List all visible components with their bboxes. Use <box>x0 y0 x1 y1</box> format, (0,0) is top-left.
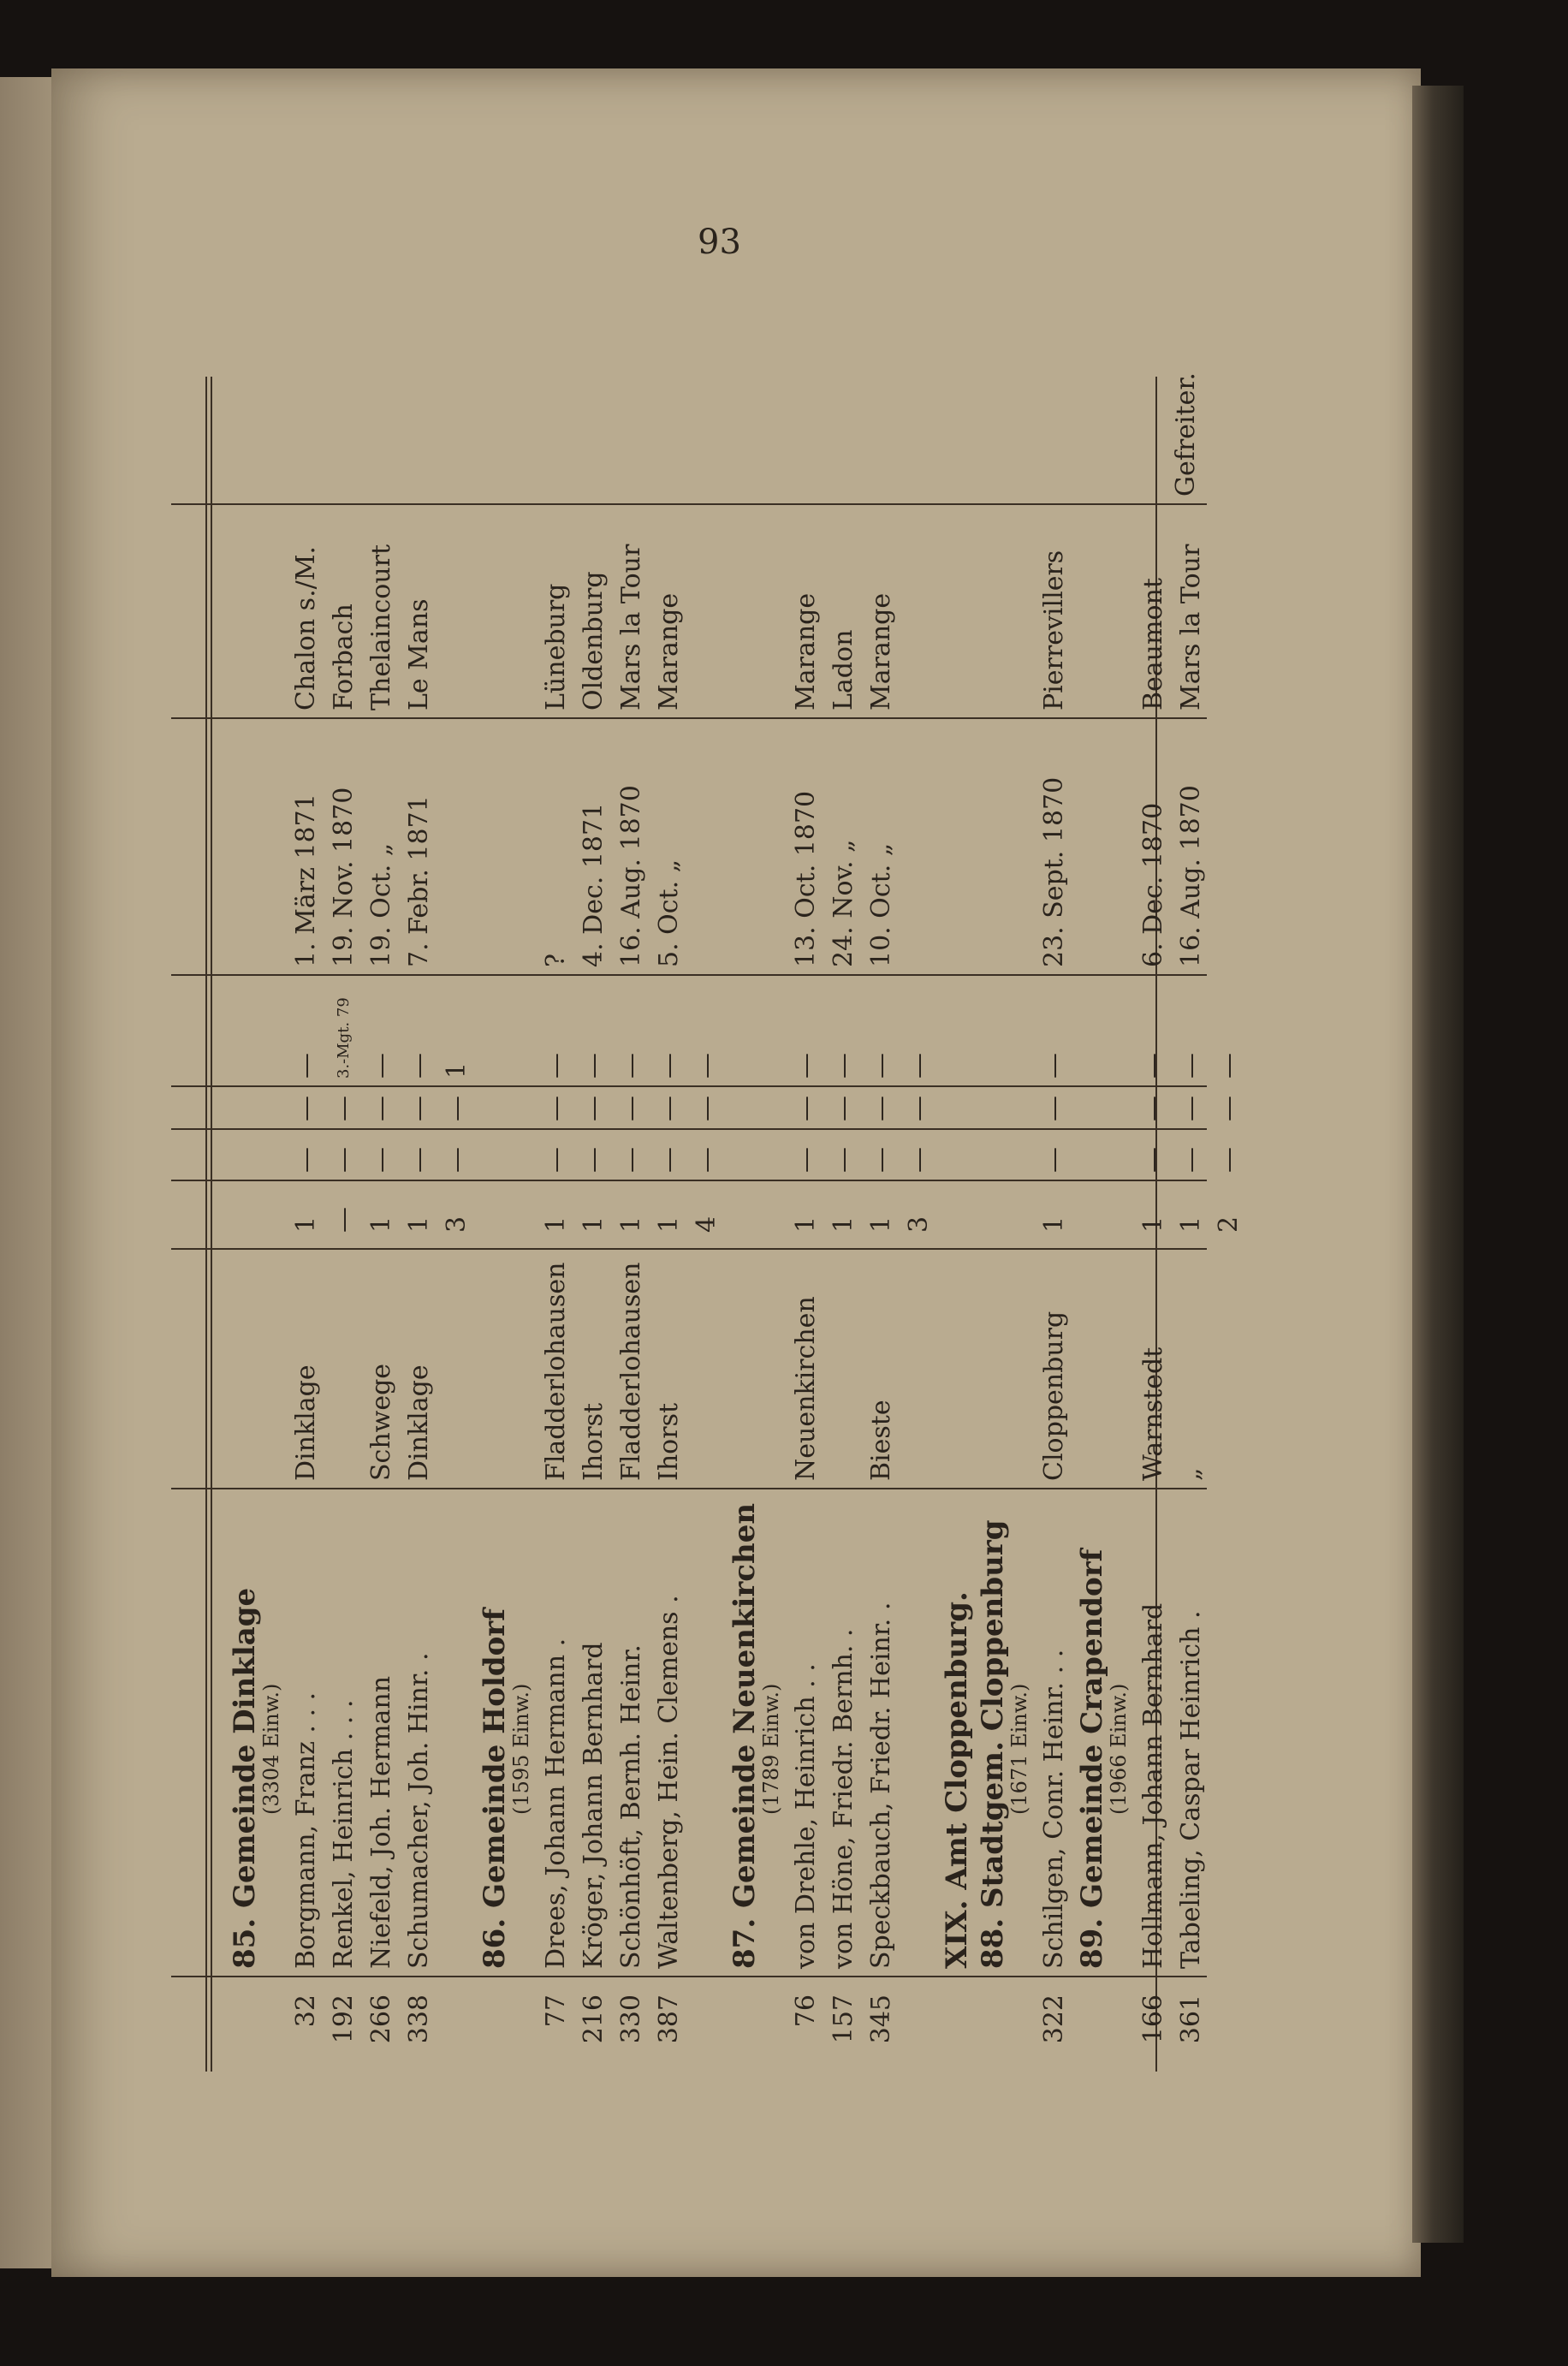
book-edge <box>1412 86 1464 2243</box>
cell-num: 166 <box>1138 1994 1168 2044</box>
cell-place: Dinklage <box>404 1364 434 1481</box>
cell-b: — <box>541 1147 571 1173</box>
population: (3304 Einw.) <box>259 1683 283 1815</box>
cell-date: 23. Sept. 1870 <box>1039 776 1069 967</box>
cell-place: Fladderlohausen <box>541 1262 571 1481</box>
cell-c: — <box>1138 1096 1168 1121</box>
cell-place: Neuenkirchen <box>791 1296 821 1481</box>
cell-loc: Beaumont <box>1138 578 1168 710</box>
cell-c: — <box>1214 1096 1244 1121</box>
cell-date: 19. Oct. „ <box>366 842 396 967</box>
cell-c: — <box>404 1096 434 1121</box>
cell-loc: Ladon <box>829 629 858 710</box>
cell-num: 157 <box>829 1994 858 2044</box>
cell-b: — <box>1138 1147 1168 1173</box>
cell-num: 338 <box>404 1994 434 2044</box>
cell-num: 32 <box>291 1994 321 2028</box>
cell-a: 1 <box>1176 1216 1206 1233</box>
cell-a: 3 <box>904 1216 934 1233</box>
cell-num: 192 <box>329 1994 359 2044</box>
cell-a: 1 <box>291 1216 321 1233</box>
cell-a: 1 <box>366 1216 396 1233</box>
cell-d: — <box>829 1053 858 1079</box>
cell-a: 1 <box>541 1216 571 1233</box>
cell-a: 1 <box>404 1216 434 1233</box>
cell-b: — <box>654 1147 684 1173</box>
cell-d: — <box>366 1053 396 1079</box>
section-sub <box>258 377 284 2072</box>
population: (1595 Einw.) <box>509 1683 533 1815</box>
cell-date: 13. Oct. 1870 <box>791 790 821 967</box>
cell-c: — <box>791 1096 821 1121</box>
cell-num: 330 <box>616 1994 646 2044</box>
cell-place: Dinklage <box>291 1364 321 1481</box>
cell-b: — <box>404 1147 434 1173</box>
cell-num: 345 <box>866 1994 896 2044</box>
cell-loc: Le Mans <box>404 598 434 710</box>
cell-d: — <box>579 1053 609 1079</box>
cell-c: — <box>829 1096 858 1121</box>
cell-d: — <box>1138 1053 1168 1079</box>
cell-b: — <box>692 1147 722 1173</box>
cell-loc: Lüneburg <box>541 583 571 710</box>
cell-d: — <box>654 1053 684 1079</box>
cell-loc: Mars la Tour <box>1176 544 1206 710</box>
cell-name: Schumacher, Joh. Hinr. . <box>404 1652 434 1969</box>
cell-date: 19. Nov. 1870 <box>329 787 359 967</box>
cell-num: 322 <box>1039 1994 1069 2044</box>
cell-loc: Marange <box>866 592 896 710</box>
cell-num: 266 <box>366 1994 396 2044</box>
cell-place: Cloppenburg <box>1039 1311 1069 1481</box>
cell-c: — <box>1039 1096 1069 1121</box>
cell-d: — <box>1039 1053 1069 1079</box>
population: (1789 Einw.) <box>759 1683 783 1815</box>
remark: Gefreiter. <box>1171 372 1201 496</box>
cell-d: — <box>1176 1053 1206 1079</box>
table-body <box>171 372 1244 2072</box>
cell-date: ? <box>541 953 571 967</box>
section-sub <box>508 377 534 2072</box>
cell-date: 4. Dec. 1871 <box>579 802 609 967</box>
cell-a: 1 <box>1039 1216 1069 1233</box>
cell-name: Tabeling, Caspar Heinrich . <box>1176 1610 1206 1969</box>
cell-c: — <box>366 1096 396 1121</box>
cell-name: Schönhöft, Bernh. Heinr. <box>616 1644 646 1969</box>
cell-b: — <box>1214 1147 1244 1173</box>
cell-name: von Drehle, Heinrich . . <box>791 1663 821 1969</box>
cell-d: — <box>291 1053 321 1079</box>
cell-a: 1 <box>866 1216 896 1233</box>
cell-date: 24. Nov. „ <box>829 839 858 967</box>
cell-a: — <box>329 1207 359 1233</box>
cell-d: — <box>904 1053 934 1079</box>
cell-c: — <box>329 1096 359 1121</box>
cell-c: — <box>442 1096 472 1121</box>
cell-name: Waltenberg, Hein. Clemens . <box>654 1595 684 1969</box>
cell-b: — <box>866 1147 896 1173</box>
cell-b: — <box>1039 1147 1069 1173</box>
cell-a: 1 <box>1138 1216 1168 1233</box>
cell-d: 1 <box>442 1061 472 1079</box>
cell-date: 1. März 1871 <box>291 794 321 967</box>
cell-b: — <box>442 1147 472 1173</box>
cell-date: 6. Dec. 1870 <box>1138 802 1168 967</box>
section-sub <box>1007 377 1032 2072</box>
cell-b: — <box>291 1147 321 1173</box>
cell-d: — <box>791 1053 821 1079</box>
cell-num: 76 <box>791 1994 821 2028</box>
section-title: 89. Gemeinde Crapendorf <box>1075 1549 1109 1969</box>
cell-a: 1 <box>654 1216 684 1233</box>
cell-date: 16. Aug. 1870 <box>616 785 646 967</box>
cell-name: von Höne, Friedr. Bernh. . <box>829 1628 858 1969</box>
cell-date: 7. Febr. 1871 <box>404 795 434 967</box>
cell-d: — <box>404 1053 434 1079</box>
cell-loc: Forbach <box>329 603 359 710</box>
cell-a: 1 <box>829 1216 858 1233</box>
cell-loc: Oldenburg <box>579 571 609 710</box>
table-top-rule-2 <box>211 377 212 2072</box>
cell-c: — <box>692 1096 722 1121</box>
table-top-rule <box>205 377 207 2072</box>
section-title: 85. Gemeinde Dinklage <box>228 1587 262 1969</box>
cell-c: — <box>541 1096 571 1121</box>
cell-name: Borgmann, Franz . . . <box>291 1691 321 1969</box>
cell-d: — <box>1214 1053 1244 1079</box>
cell-date: 5. Oct. „ <box>654 859 684 967</box>
cell-name: Drees, Johann Hermann . <box>541 1638 571 1969</box>
cell-name: Schilgen, Conr. Heinr. . . <box>1039 1649 1069 1969</box>
cell-name: Kröger, Johann Bernhard <box>579 1642 609 1969</box>
rotated-table <box>171 372 1244 2072</box>
cell-b: — <box>791 1147 821 1173</box>
cell-b: — <box>1176 1147 1206 1173</box>
cell-place: Fladderlohausen <box>616 1262 646 1481</box>
cell-a: 1 <box>791 1216 821 1233</box>
cell-name: Niefeld, Joh. Hermann <box>366 1675 396 1969</box>
section-title: 88. Stadtgem. Cloppenburg <box>976 1519 1010 1969</box>
cell-name: Hollmann, Johann Bernhard <box>1138 1602 1168 1969</box>
cell-a: 2 <box>1214 1216 1244 1233</box>
cell-num: 216 <box>579 1994 609 2044</box>
cell-place: Warnstedt <box>1138 1346 1168 1481</box>
cell-name: Renkel, Heinrich . . . <box>329 1699 359 1969</box>
cell-c: — <box>654 1096 684 1121</box>
section-title: 87. Gemeinde Neuenkirchen <box>728 1502 762 1969</box>
population: (1671 Einw.) <box>1007 1683 1031 1815</box>
cell-c: — <box>866 1096 896 1121</box>
cell-a: 4 <box>692 1216 722 1233</box>
section-sub <box>758 377 784 2072</box>
cell-d: — <box>541 1053 571 1079</box>
cell-a: 3 <box>442 1216 472 1233</box>
page-number: 93 <box>698 223 741 262</box>
cell-d: — <box>616 1053 646 1079</box>
cell-date: 16. Aug. 1870 <box>1176 785 1206 967</box>
cell-loc: Pierrevillers <box>1039 550 1069 710</box>
cell-b: — <box>829 1147 858 1173</box>
cell-place: „ <box>1176 1467 1206 1481</box>
cell-loc: Chalon s./M. <box>291 546 321 710</box>
cell-loc: Marange <box>791 592 821 710</box>
cell-b: — <box>329 1147 359 1173</box>
cell-a: 1 <box>616 1216 646 1233</box>
cell-c: — <box>291 1096 321 1121</box>
cell-loc: Mars la Tour <box>616 544 646 710</box>
cell-place: Schwege <box>366 1363 396 1481</box>
cell-b: — <box>616 1147 646 1173</box>
cell-c: — <box>579 1096 609 1121</box>
cell-num: 387 <box>654 1994 684 2044</box>
cell-num: 361 <box>1176 1994 1206 2044</box>
cell-loc: Marange <box>654 592 684 710</box>
cell-d: 3.-Mgt. 79 <box>335 997 353 1079</box>
section-title: XIX. Amt Cloppenburg. <box>940 1591 974 1969</box>
table-row <box>1207 377 1251 2072</box>
cell-place: Bieste <box>866 1400 896 1481</box>
section-title: 86. Gemeinde Holdorf <box>478 1608 512 1969</box>
cell-b: — <box>579 1147 609 1173</box>
cell-c: — <box>616 1096 646 1121</box>
cell-d: — <box>866 1053 896 1079</box>
cell-date: 10. Oct. „ <box>866 842 896 967</box>
cell-place: Ihorst <box>579 1402 609 1481</box>
cell-b: — <box>366 1147 396 1173</box>
section-sub <box>1106 377 1131 2072</box>
cell-place: Ihorst <box>654 1402 684 1481</box>
cell-a: 1 <box>579 1216 609 1233</box>
cell-name: Speckbauch, Friedr. Heinr. . <box>866 1602 896 1969</box>
cell-num: 77 <box>541 1994 571 2028</box>
cell-c: — <box>1176 1096 1206 1121</box>
cell-d: — <box>692 1053 722 1079</box>
cell-loc: Thelaincourt <box>366 544 396 710</box>
cell-c: — <box>904 1096 934 1121</box>
cell-b: — <box>904 1147 934 1173</box>
population: (1966 Einw.) <box>1107 1683 1131 1815</box>
